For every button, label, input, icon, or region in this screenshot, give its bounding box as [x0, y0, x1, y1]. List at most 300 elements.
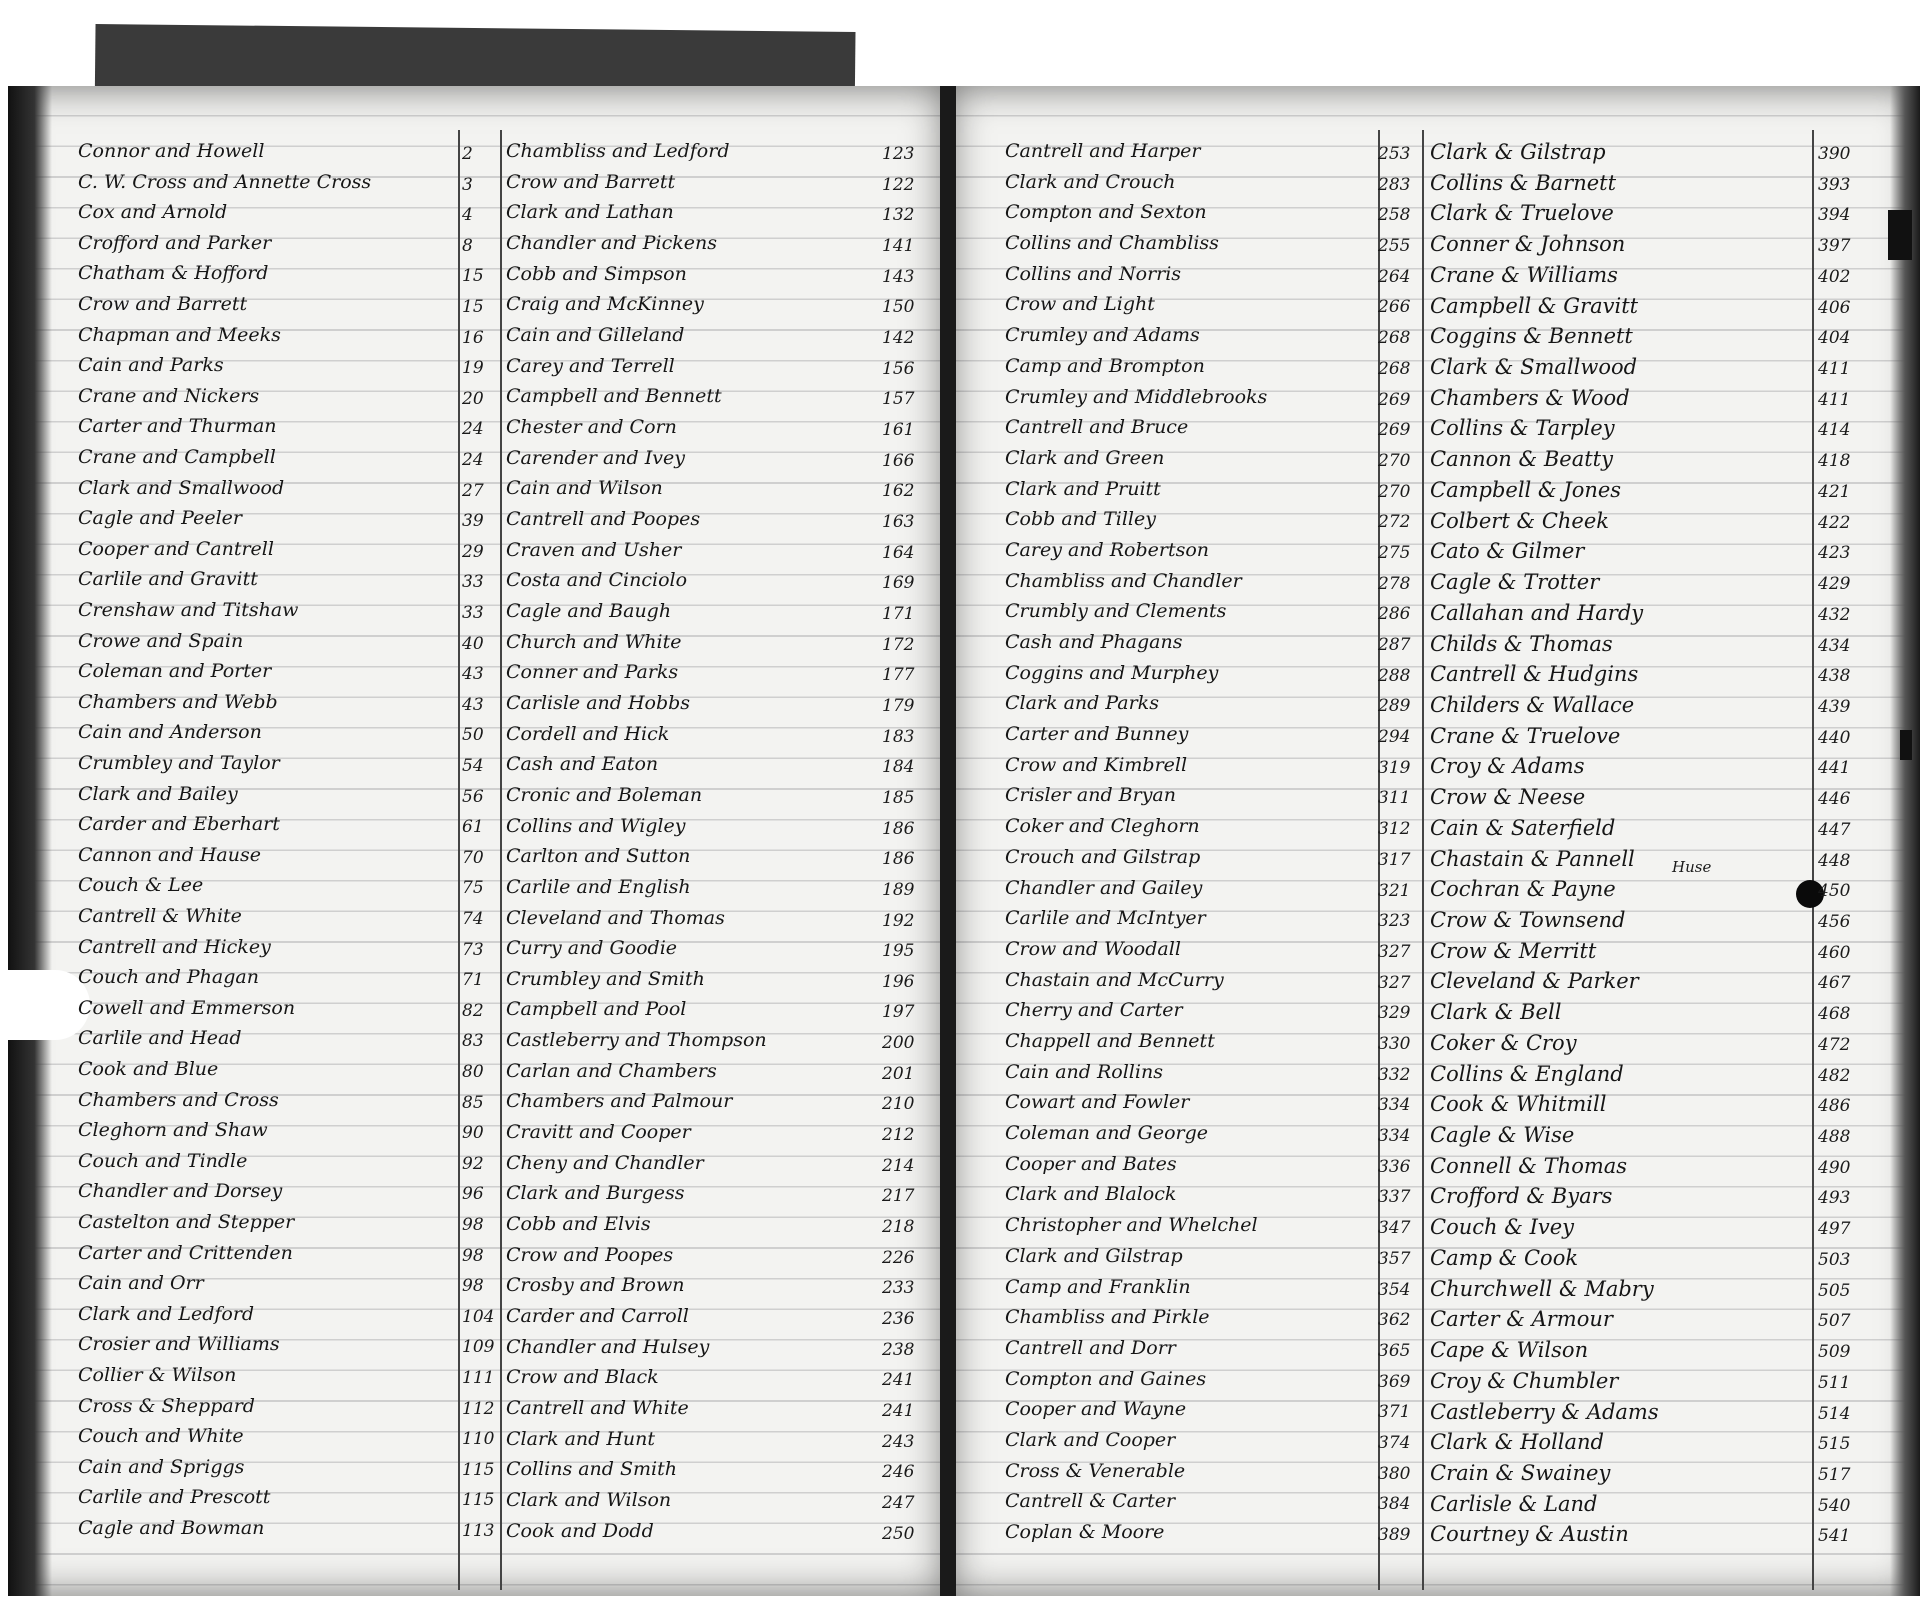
entry-page-number: 161: [882, 419, 915, 440]
entry-page-number: 447: [1818, 819, 1851, 840]
entry-name: Cannon and Hause: [78, 843, 261, 866]
entry-page-number: 380: [1378, 1463, 1411, 1484]
entry-page-number: 288: [1378, 665, 1411, 686]
entry-page-number: 317: [1378, 849, 1411, 870]
entry-name: Carder and Eberhart: [78, 813, 280, 836]
entry-name: Cantrell & Carter: [1005, 1490, 1176, 1513]
entry-name: Cash and Phagans: [1005, 631, 1183, 654]
entry-name: Cantrell and Poopes: [506, 507, 701, 530]
entry-name: Childers & Wallace: [1430, 692, 1635, 717]
entry-page-number: 507: [1818, 1311, 1851, 1332]
entry-name: Cagle and Baugh: [506, 599, 672, 622]
margin-note: Huse: [1672, 858, 1712, 876]
entry-name: Clark & Truelove: [1430, 201, 1614, 226]
entry-page-number: 374: [1378, 1432, 1411, 1453]
column-rule: [1422, 130, 1424, 1590]
entry-page-number: 212: [882, 1125, 915, 1146]
entry-page-number: 184: [882, 757, 915, 778]
entry-page-number: 278: [1378, 573, 1411, 594]
entry-name: Coggins & Bennett: [1430, 324, 1633, 349]
entry-page-number: 517: [1818, 1464, 1851, 1485]
entry-page-number: 255: [1378, 236, 1411, 257]
entry-name: C. W. Cross and Annette Cross: [78, 170, 372, 193]
entry-name: Clark and Parks: [1005, 692, 1159, 715]
entry-name: Chapman and Meeks: [78, 323, 281, 346]
entry-name: Cowell and Emmerson: [78, 996, 296, 1019]
entry-name: Christopher and Whelchel: [1005, 1214, 1258, 1237]
entry-page-number: 289: [1378, 696, 1411, 717]
entry-name: Crumbley and Taylor: [78, 752, 280, 774]
entry-page-number: 515: [1818, 1434, 1851, 1455]
entry-page-number: 183: [882, 726, 915, 747]
entry-page-number: 497: [1818, 1219, 1851, 1240]
entry-page-number: 179: [882, 695, 915, 716]
entry-name: Collins and Smith: [506, 1458, 677, 1481]
entry-name: Cagle and Peeler: [78, 507, 242, 530]
entry-name: Cross & Venerable: [1005, 1459, 1186, 1482]
entry-page-number: 185: [882, 787, 915, 808]
entry-page-number: 441: [1818, 758, 1851, 779]
entry-name: Clark and Burgess: [506, 1182, 685, 1205]
entry-name: Crofford & Byars: [1430, 1184, 1613, 1209]
entry-name: Chandler and Gailey: [1005, 876, 1203, 899]
entry-page-number: 3: [462, 174, 473, 195]
entry-page-number: 189: [882, 879, 915, 900]
entry-name: Clark and Gilstrap: [1005, 1244, 1183, 1267]
entry-name: Crane and Nickers: [78, 384, 260, 407]
entry-name: Crumbley and Smith: [506, 967, 705, 990]
entry-page-number: 357: [1378, 1248, 1411, 1269]
entry-page-number: 226: [882, 1247, 915, 1268]
entry-name: Cain & Saterfield: [1430, 815, 1616, 840]
entry-name: Cannon & Beatty: [1430, 447, 1613, 472]
entry-name: Carlile and Head: [78, 1027, 242, 1050]
entry-name: Clark and Hunt: [506, 1427, 656, 1450]
entry-name: Carter & Armour: [1430, 1307, 1613, 1332]
entry-name: Chandler and Hulsey: [506, 1335, 710, 1358]
entry-page-number: 406: [1818, 297, 1851, 318]
entry-page-number: 319: [1378, 757, 1411, 778]
entry-name: Carlisle & Land: [1430, 1491, 1598, 1516]
entry-page-number: 143: [882, 266, 915, 287]
entry-page-number: 283: [1378, 174, 1411, 195]
entry-name: Clark and Crouch: [1005, 170, 1176, 193]
entry-page-number: 332: [1378, 1064, 1411, 1085]
entry-name: Cape & Wilson: [1430, 1338, 1589, 1363]
entry-page-number: 210: [882, 1094, 915, 1115]
entry-name: Cross & Sheppard: [78, 1394, 255, 1417]
entry-page-number: 109: [462, 1337, 495, 1358]
entry-page-number: 110: [462, 1429, 495, 1450]
book-gutter: [940, 86, 956, 1596]
entry-page-number: 157: [882, 389, 915, 410]
entry-name: Cravitt and Cooper: [506, 1121, 691, 1144]
entry-page-number: 371: [1378, 1402, 1411, 1423]
entry-page-number: 294: [1378, 727, 1411, 748]
entry-name: Chambers and Cross: [78, 1088, 279, 1111]
entry-name: Compton and Sexton: [1005, 201, 1207, 224]
entry-page-number: 90: [462, 1123, 484, 1144]
entry-page-number: 186: [882, 849, 915, 870]
entry-page-number: 330: [1378, 1034, 1411, 1054]
entry-name: Clark & Smallwood: [1430, 355, 1638, 380]
entry-name: Carender and Ivey: [506, 446, 685, 469]
entry-name: Colbert & Cheek: [1430, 508, 1609, 533]
entry-name: Carlile and English: [506, 875, 691, 898]
entry-name: Cook and Blue: [78, 1058, 219, 1080]
entry-name: Cowart and Fowler: [1005, 1091, 1190, 1114]
entry-page-number: 258: [1378, 205, 1411, 226]
entry-name: Cagle & Wise: [1430, 1123, 1575, 1148]
right-page-edge: [1890, 86, 1920, 1596]
entry-page-number: 270: [1378, 450, 1411, 471]
entry-page-number: 16: [462, 327, 484, 348]
entry-name: Crow and Black: [506, 1366, 659, 1389]
entry-name: Clark and Green: [1005, 446, 1165, 469]
entry-page-number: 74: [462, 909, 484, 929]
entry-name: Crow and Kimbrell: [1005, 753, 1188, 776]
edge-shadow: [1900, 730, 1912, 760]
entry-name: Castleberry & Adams: [1430, 1399, 1659, 1424]
entry-name: Cochran & Payne: [1430, 877, 1616, 902]
entry-page-number: 482: [1818, 1065, 1851, 1086]
entry-name: Cain and Gilleland: [506, 323, 685, 346]
entry-page-number: 311: [1378, 788, 1411, 809]
entry-page-number: 27: [462, 480, 484, 501]
entry-name: Crouch and Gilstrap: [1005, 845, 1201, 868]
entry-page-number: 164: [882, 542, 915, 563]
entry-name: Cash and Eaton: [506, 753, 659, 776]
entry-page-number: 85: [462, 1092, 484, 1113]
entry-name: Camp and Brompton: [1005, 354, 1205, 377]
entry-name: Chambers and Webb: [78, 690, 278, 713]
entry-page-number: 123: [882, 144, 915, 164]
entry-name: Couch & Lee: [78, 874, 204, 897]
entry-name: Carlan and Chambers: [506, 1059, 717, 1082]
entry-name: Cantrell and Hickey: [78, 935, 271, 958]
entry-page-number: 200: [882, 1033, 915, 1054]
entry-page-number: 264: [1378, 266, 1411, 287]
entry-name: Coker & Croy: [1430, 1030, 1577, 1055]
entry-name: Chastain and McCurry: [1005, 968, 1224, 991]
entry-page-number: 334: [1378, 1095, 1411, 1116]
entry-page-number: 80: [462, 1062, 484, 1082]
entry-page-number: 503: [1818, 1249, 1851, 1270]
entry-name: Cleghorn and Shaw: [78, 1119, 268, 1142]
entry-page-number: 323: [1378, 911, 1411, 932]
entry-name: Cleveland & Parker: [1430, 969, 1639, 994]
entry-name: Crow and Poopes: [506, 1243, 674, 1266]
entry-name: Chandler and Dorsey: [78, 1180, 283, 1203]
entry-page-number: 177: [882, 665, 915, 686]
entry-page-number: 171: [882, 603, 915, 624]
entry-page-number: 362: [1378, 1310, 1411, 1331]
entry-page-number: 411: [1818, 389, 1851, 410]
entry-page-number: 266: [1378, 297, 1411, 318]
entry-page-number: 122: [882, 174, 915, 195]
entry-name: Chambers and Palmour: [506, 1090, 733, 1113]
entry-page-number: 8: [462, 235, 473, 256]
entry-name: Clark and Blalock: [1005, 1183, 1177, 1206]
entry-name: Cantrell & Hudgins: [1430, 662, 1639, 687]
entry-page-number: 411: [1818, 359, 1851, 380]
entry-page-number: 247: [882, 1493, 915, 1514]
entry-name: Clark and Smallwood: [78, 476, 285, 499]
entry-name: Cantrell and Bruce: [1005, 416, 1189, 439]
entry-name: Cantrell and Dorr: [1005, 1336, 1176, 1359]
entry-page-number: 104: [462, 1306, 495, 1327]
entry-name: Cagle and Bowman: [78, 1517, 265, 1539]
entry-page-number: 156: [882, 358, 915, 379]
entry-page-number: 141: [882, 235, 915, 256]
entry-name: Crane and Campbell: [78, 446, 276, 468]
entry-page-number: 393: [1818, 174, 1851, 195]
entry-page-number: 540: [1818, 1495, 1851, 1516]
column-rule: [458, 130, 460, 1590]
entry-page-number: 397: [1818, 236, 1851, 257]
entry-name: Carlile and Gravitt: [78, 568, 258, 591]
entry-name: Carter and Bunney: [1005, 723, 1189, 746]
entry-page-number: 172: [882, 634, 915, 655]
edge-shadow: [1888, 210, 1912, 260]
entry-name: Crosby and Brown: [506, 1274, 685, 1297]
entry-name: Craven and Usher: [506, 538, 682, 561]
entry-page-number: 389: [1378, 1525, 1411, 1546]
entry-page-number: 337: [1378, 1187, 1411, 1208]
entry-name: Crow and Barrett: [506, 170, 676, 193]
entry-page-number: 96: [462, 1184, 484, 1205]
entry-name: Clark & Gilstrap: [1430, 140, 1606, 164]
entry-page-number: 241: [882, 1401, 915, 1422]
entry-page-number: 505: [1818, 1280, 1851, 1301]
entry-page-number: 71: [462, 970, 484, 991]
entry-name: Castelton and Stepper: [78, 1211, 295, 1233]
entry-name: Collins & England: [1430, 1061, 1624, 1086]
entry-name: Cain and Orr: [78, 1272, 204, 1295]
entry-name: Collier & Wilson: [78, 1364, 237, 1386]
entry-page-number: 33: [462, 572, 484, 593]
entry-name: Chambliss and Pirkle: [1005, 1306, 1210, 1329]
entry-name: Campbell & Gravitt: [1430, 293, 1639, 318]
entry-page-number: 166: [882, 450, 915, 471]
entry-name: Crow and Barrett: [78, 293, 248, 315]
entry-page-number: 39: [462, 511, 484, 532]
entry-page-number: 20: [462, 388, 484, 409]
entry-name: Conner & Johnson: [1430, 232, 1626, 257]
entry-page-number: 98: [462, 1276, 484, 1297]
left-page-edge: [8, 86, 52, 1596]
entry-page-number: 115: [462, 1459, 495, 1480]
entry-name: Clark & Bell: [1430, 1000, 1562, 1025]
entry-name: Cooper and Wayne: [1005, 1398, 1187, 1421]
entry-page-number: 450: [1818, 881, 1851, 902]
entry-name: Croy & Adams: [1430, 754, 1585, 779]
entry-page-number: 384: [1378, 1494, 1411, 1515]
entry-name: Cobb and Simpson: [506, 262, 687, 285]
entry-page-number: 70: [462, 847, 484, 868]
entry-page-number: 233: [882, 1278, 915, 1299]
entry-page-number: 75: [462, 878, 484, 899]
entry-page-number: 111: [462, 1368, 495, 1388]
entry-page-number: 270: [1378, 481, 1411, 502]
entry-name: Cronic and Boleman: [506, 783, 703, 806]
entry-name: Carey and Robertson: [1005, 538, 1210, 561]
entry-page-number: 24: [462, 419, 484, 440]
entry-page-number: 15: [462, 266, 484, 287]
entry-page-number: 197: [882, 1002, 915, 1023]
entry-name: Carter and Thurman: [78, 415, 277, 438]
entry-page-number: 490: [1818, 1157, 1851, 1178]
entry-page-number: 327: [1378, 972, 1411, 993]
entry-name: Cooper and Bates: [1005, 1152, 1177, 1175]
entry-page-number: 54: [462, 756, 484, 776]
entry-name: Clark and Cooper: [1005, 1428, 1176, 1451]
entry-name: Carey and Terrell: [506, 354, 675, 377]
entry-page-number: 438: [1818, 666, 1851, 687]
entry-page-number: 493: [1818, 1188, 1851, 1209]
entry-name: Cordell and Hick: [506, 722, 670, 745]
entry-page-number: 432: [1818, 604, 1851, 625]
entry-name: Craig and McKinney: [506, 293, 704, 316]
entry-page-number: 50: [462, 725, 484, 746]
entry-name: Crow & Merritt: [1430, 938, 1597, 963]
entry-page-number: 354: [1378, 1279, 1411, 1300]
entry-page-number: 488: [1818, 1127, 1851, 1148]
entry-name: Cain and Rollins: [1005, 1060, 1163, 1083]
entry-name: Cain and Parks: [78, 354, 224, 377]
entry-page-number: 414: [1818, 420, 1851, 441]
entry-page-number: 214: [882, 1155, 915, 1176]
entry-name: Crofford and Parker: [78, 231, 272, 254]
entry-name: Crenshaw and Titshaw: [78, 599, 299, 621]
entry-name: Carlile and Prescott: [78, 1486, 271, 1509]
entry-name: Camp & Cook: [1430, 1245, 1579, 1270]
entry-name: Courtney & Austin: [1430, 1522, 1629, 1547]
entry-page-number: 272: [1378, 512, 1411, 533]
entry-name: Clark and Wilson: [506, 1489, 672, 1512]
entry-page-number: 334: [1378, 1126, 1411, 1147]
entry-page-number: 511: [1818, 1372, 1851, 1393]
entry-page-number: 40: [462, 633, 484, 654]
entry-page-number: 169: [882, 573, 915, 594]
entry-name: Chester and Corn: [506, 415, 677, 438]
entry-page-number: 268: [1378, 358, 1411, 379]
entry-name: Connell & Thomas: [1430, 1153, 1628, 1178]
entry-page-number: 269: [1378, 420, 1411, 441]
entry-name: Clark & Holland: [1430, 1430, 1604, 1455]
entry-name: Chandler and Pickens: [506, 231, 717, 254]
entry-page-number: 467: [1818, 973, 1851, 994]
entry-page-number: 61: [462, 817, 484, 838]
entry-name: Cleveland and Thomas: [506, 906, 725, 929]
entry-name: Campbell & Jones: [1430, 477, 1622, 502]
entry-name: Clark and Pruitt: [1005, 477, 1161, 500]
entry-name: Crow and Woodall: [1005, 937, 1181, 960]
entry-name: Coker and Cleghorn: [1005, 815, 1200, 838]
entry-page-number: 142: [882, 327, 915, 348]
entry-name: Chastain & Pannell: [1430, 846, 1635, 871]
entry-page-number: 83: [462, 1031, 484, 1052]
entry-page-number: 268: [1378, 328, 1411, 349]
entry-page-number: 253: [1378, 144, 1411, 164]
entry-name: Crow & Townsend: [1430, 908, 1626, 932]
column-rule: [1812, 130, 1814, 1590]
entry-page-number: 514: [1818, 1403, 1851, 1424]
entry-page-number: 329: [1378, 1003, 1411, 1024]
entry-page-number: 98: [462, 1245, 484, 1266]
entry-name: Cain and Wilson: [506, 477, 663, 500]
entry-name: Campbell and Bennett: [506, 385, 722, 408]
entry-page-number: 422: [1818, 512, 1851, 533]
entry-name: Coggins and Murphey: [1005, 661, 1219, 684]
entry-name: Collins & Barnett: [1430, 170, 1617, 195]
entry-name: Cantrell & White: [78, 905, 242, 927]
entry-page-number: 404: [1818, 328, 1851, 349]
entry-page-number: 394: [1818, 205, 1851, 226]
entry-page-number: 541: [1818, 1526, 1851, 1547]
entry-name: Cox and Arnold: [78, 201, 228, 224]
entry-name: Callahan and Hardy: [1430, 600, 1644, 625]
entry-page-number: 246: [882, 1462, 915, 1483]
entry-name: Connor and Howell: [78, 140, 265, 162]
entry-name: Collins & Tarpley: [1430, 416, 1615, 441]
entry-page-number: 195: [882, 941, 915, 962]
entry-page-number: 286: [1378, 604, 1411, 625]
entry-name: Crane & Truelove: [1430, 723, 1621, 748]
entry-page-number: 327: [1378, 941, 1411, 962]
entry-page-number: 241: [882, 1370, 915, 1391]
entry-page-number: 92: [462, 1153, 484, 1174]
entry-name: Clark and Bailey: [78, 782, 238, 805]
entry-page-number: 82: [462, 1000, 484, 1021]
entry-page-number: 312: [1378, 819, 1411, 840]
entry-name: Crumley and Middlebrooks: [1005, 385, 1268, 408]
entry-page-number: 275: [1378, 542, 1411, 563]
entry-name: Churchwell & Mabry: [1430, 1276, 1654, 1301]
entry-name: Coleman and George: [1005, 1122, 1209, 1145]
entry-page-number: 29: [462, 541, 484, 562]
entry-name: Cantrell and Harper: [1005, 140, 1201, 162]
entry-name: Chambliss and Chandler: [1005, 569, 1242, 592]
entry-page-number: 115: [462, 1490, 495, 1511]
entry-name: Carder and Carroll: [506, 1305, 689, 1328]
entry-page-number: 162: [882, 481, 915, 502]
entry-page-number: 2: [462, 144, 473, 164]
entry-name: Curry and Goodie: [506, 937, 678, 960]
entry-page-number: 347: [1378, 1218, 1411, 1239]
entry-name: Carter and Crittenden: [78, 1241, 293, 1264]
entry-page-number: 43: [462, 664, 484, 685]
entry-name: Cook & Whitmill: [1430, 1092, 1607, 1117]
entry-page-number: 369: [1378, 1371, 1411, 1392]
entry-name: Crumley and Adams: [1005, 324, 1200, 347]
entry-name: Coplan & Moore: [1005, 1521, 1165, 1544]
entry-page-number: 112: [462, 1398, 495, 1419]
entry-page-number: 243: [882, 1431, 915, 1452]
entry-page-number: 163: [882, 511, 915, 532]
entry-page-number: 472: [1818, 1034, 1851, 1055]
entry-name: Camp and Franklin: [1005, 1275, 1191, 1298]
entry-name: Compton and Gaines: [1005, 1367, 1207, 1390]
entry-name: Crowe and Spain: [78, 629, 244, 652]
entry-name: Crain & Swainey: [1430, 1460, 1611, 1485]
entry-page-number: 321: [1378, 880, 1411, 901]
entry-page-number: 440: [1818, 727, 1851, 748]
entry-name: Collins and Norris: [1005, 262, 1182, 285]
entry-page-number: 448: [1818, 850, 1851, 871]
entry-page-number: 192: [882, 910, 915, 931]
entry-page-number: 421: [1818, 481, 1851, 502]
